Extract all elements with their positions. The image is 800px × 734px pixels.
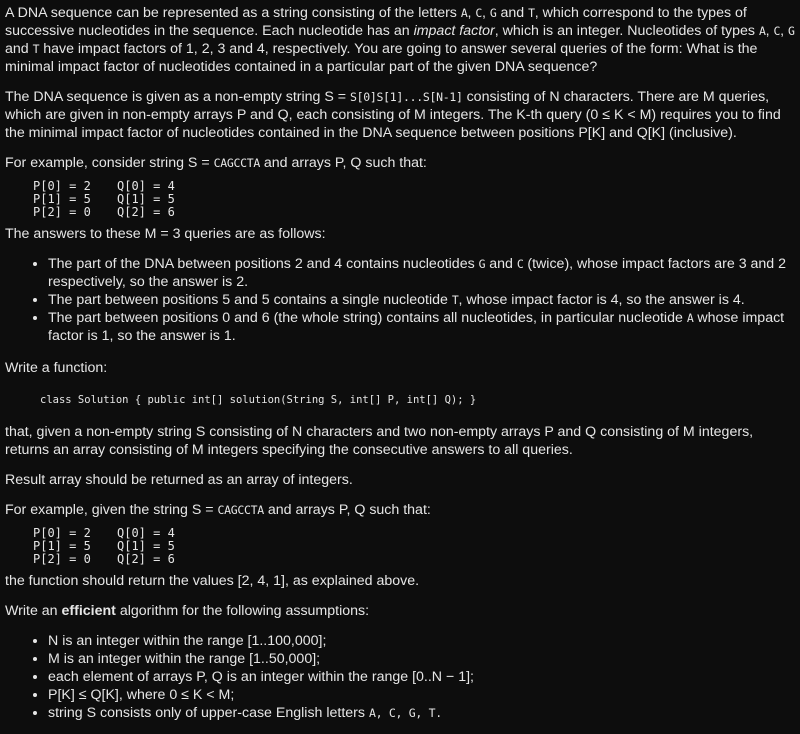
array-row: P[2] = 0 Q[2] = 6	[33, 552, 175, 566]
write-function-label: Write a function:	[5, 360, 108, 376]
list-item: • M is an integer within the range [1..50,000];	[48, 650, 798, 668]
example-1-intro: For example, consider string S = CAGCCTA and arrays P, Q such that:	[5, 155, 427, 171]
list-item: • The part between positions 5 and 5 contains a single nucleotide T, whose impact factor is 4, so the answer is 4.	[48, 291, 798, 309]
list-item: • The part of the DNA between positions 2 and 4 contains nucleotides G and C (twice), whose impact factors are 3 and 2 respectively, so the answer is 2.	[48, 255, 798, 291]
letter-g: G	[489, 6, 497, 20]
list-item: • each element of arrays P, Q is an integer within the range [0..N − 1];	[48, 668, 798, 686]
array-row: P[1] = 5 Q[1] = 5	[33, 539, 175, 553]
example-2-intro: For example, given the string S = CAGCCTA and arrays P, Q such that:	[5, 502, 431, 518]
list-item: • string S consists only of upper-case English letters A, C, G, T.	[48, 704, 798, 722]
letter-t: T	[528, 6, 535, 20]
efficient-note: Write an efficient algorithm for the following assumptions:	[5, 603, 370, 619]
example-2-arrays	[33, 527, 798, 566]
impact-factor-term: impact factor	[413, 23, 495, 39]
result-note: Result array should be returned as an array of integers.	[5, 472, 353, 488]
answers-intro: The answers to these M = 3 queries are as follows:	[5, 226, 326, 242]
sequence-notation: S[0]S[1]...S[N-1]	[350, 90, 463, 104]
list-item: • N is an integer within the range [1..100,000];	[48, 632, 798, 650]
list-item: • P[K] ≤ Q[K], where 0 ≤ K < M;	[48, 686, 798, 704]
array-row: P[0] = 2 Q[0] = 4	[33, 179, 175, 193]
letter-c: C	[475, 6, 482, 20]
return-note: the function should return the values [2, 4, 1], as explained above.	[5, 573, 420, 589]
function-signature: class Solution { public int[] solution(String S, int[] P, int[] Q); }	[40, 394, 477, 406]
assumptions-list	[5, 632, 798, 722]
array-row: P[1] = 5 Q[1] = 5	[33, 192, 175, 206]
answers-list	[5, 255, 798, 345]
intro-paragraph: A DNA sequence can be represented as a string consisting of the letters A, C, G and T, which correspond to the types of successive nucleotides in the sequence. Each nucleotide has an impact factor, which is an integer. Nucleotides of types A, C, G and T have impact factors of 1, 2, 3 and 4, respectively. You are going to answer several queries of the form: What is the minimal impact factor of nucleotides contained in a particular part of the given DNA sequence?	[5, 5, 795, 75]
list-item: • The part between positions 0 and 6 (the whole string) contains all nucleotides, in particular nucleotide A whose impact factor is 1, so the answer is 1.	[48, 309, 798, 345]
letter-a: A	[460, 6, 468, 20]
array-row: P[2] = 0 Q[2] = 6	[33, 205, 175, 219]
example-1-arrays	[33, 180, 798, 219]
array-row: P[0] = 2 Q[0] = 4	[33, 526, 175, 540]
function-description: that, given a non-empty string S consisting of N characters and two non-empty arrays P and Q consisting of M integers, returns an array consisting of M integers specifying the consecutive answers to all queries.	[5, 424, 754, 458]
sequence-paragraph: The DNA sequence is given as a non-empty string S = S[0]S[1]...S[N-1] consisting of N characters. There are M queries, which are given in non-empty arrays P and Q, each consisting of M integers. The K-th query (0 ≤ K < M) requires you to find the minimal impact factor of nucleotides contained in the DNA sequence between positions P[K] and Q[K] (inclusive).	[5, 89, 781, 141]
